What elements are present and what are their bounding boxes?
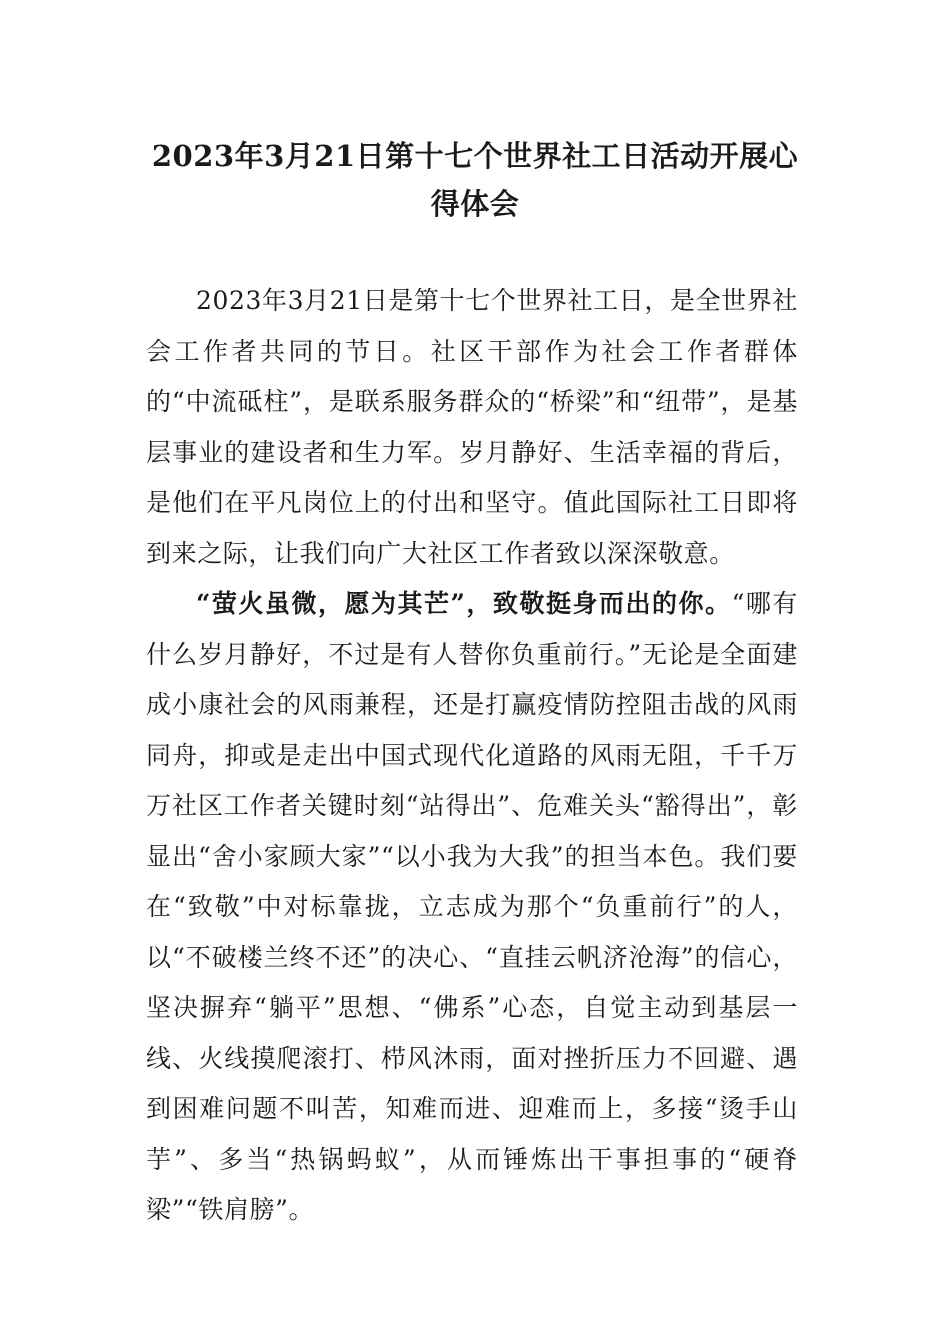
paragraph-1 [146, 276, 798, 579]
document-title: 2023年3月21日第十七个世界社工日活动开展心得体会 [151, 139, 799, 221]
paragraph-1-text: 2023年3月21日是第十七个世界社工日，是全世界社会工作者共同的节日。社区干部作为社会工作者群体的“中流砥柱”，是联系服务群众的“桥梁”和“纽带”，是基层事业的建设者和生力军。岁月静好、生活幸福的背后，是他们在平凡岗位上的付出和坚守。值此国际社工日即将到来之际，让我们向广大社区工作者致以深深敬意。 [146, 286, 798, 568]
document-body [146, 276, 798, 1236]
paragraph-2 [146, 579, 798, 1236]
paragraph-2-text: “哪有什么岁月静好，不过是有人替你负重前行。”无论是全面建成小康社会的风雨兼程，还是打赢疫情防控阻击战的风雨同舟，抑或是走出中国式现代化道路的风雨无阻，千千万万社区工作者关键时刻“站得出”、危难关头“豁得出”，彰显出“舍小家顾大家”“以小我为大我”的担当本色。我们要在“致敬”中对标靠拢，立志成为那个“负重前行”的人，以“不破楼兰终不还”的决心、“直挂云帆济沧海”的信心，坚决摒弃“躺平”思想、“佛系”心态，自觉主动到基层一线、火线摸爬滚打、栉风沐雨，面对挫折压力不回避、遇到困难问题不叫苦，知难而进、迎难而上，多接“烫手山芋”、多当“热锅蚂蚁”，从而锤炼出干事担事的“硬脊梁”“铁肩膀”。 [146, 589, 798, 1224]
paragraph-2-lead: “萤火虽微，愿为其芒”，致敬挺身而出的你。 [196, 589, 732, 618]
